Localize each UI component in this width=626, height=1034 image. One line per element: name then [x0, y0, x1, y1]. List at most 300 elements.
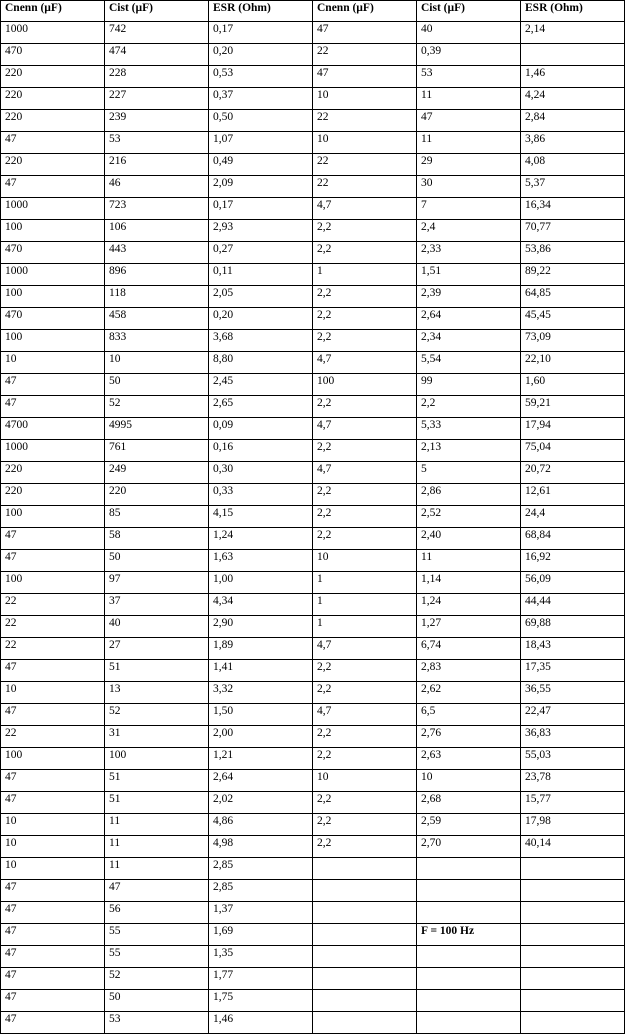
cell-esr-left: 0,27 — [209, 242, 313, 264]
cell-cist-right: 5,33 — [417, 418, 521, 440]
cell-cist-left: 742 — [105, 22, 209, 44]
cell-cist-right: 0,39 — [417, 44, 521, 66]
cell-cist-left: 51 — [105, 660, 209, 682]
cell-cist-left: 723 — [105, 198, 209, 220]
cell-cist-right: 2,2 — [417, 396, 521, 418]
cell-esr-left: 1,50 — [209, 704, 313, 726]
cell-esr-left: 2,64 — [209, 770, 313, 792]
cell-esr-left: 0,20 — [209, 44, 313, 66]
cell-esr-right — [521, 924, 625, 946]
cell-cist-right — [417, 990, 521, 1012]
cell-cist-right: 7 — [417, 198, 521, 220]
cell-cist-right: 1,51 — [417, 264, 521, 286]
cell-cnenn-left: 47 — [1, 792, 105, 814]
cell-cnenn-right — [313, 880, 417, 902]
cell-cnenn-left: 10 — [1, 352, 105, 374]
cell-cnenn-right: 4,7 — [313, 418, 417, 440]
cell-cist-left: 53 — [105, 132, 209, 154]
cell-cnenn-right: 1 — [313, 264, 417, 286]
cell-cist-left: 46 — [105, 176, 209, 198]
cell-cnenn-left: 220 — [1, 88, 105, 110]
table-row — [1, 308, 625, 330]
cell-esr-left: 0,17 — [209, 22, 313, 44]
cell-cist-right: 2,76 — [417, 726, 521, 748]
cell-cist-right: 1,27 — [417, 616, 521, 638]
cell-cist-right: 2,39 — [417, 286, 521, 308]
cell-cist-left: 51 — [105, 770, 209, 792]
cell-cnenn-left: 10 — [1, 858, 105, 880]
cell-cnenn-right: 4,7 — [313, 352, 417, 374]
cell-esr-right — [521, 858, 625, 880]
cell-esr-right: 55,03 — [521, 748, 625, 770]
cell-esr-left: 2,00 — [209, 726, 313, 748]
cell-esr-right: 4,08 — [521, 154, 625, 176]
cell-cnenn-left: 220 — [1, 110, 105, 132]
cell-cist-right: 2,83 — [417, 660, 521, 682]
cell-cist-right: 1,14 — [417, 572, 521, 594]
cell-cnenn-left: 10 — [1, 836, 105, 858]
cell-esr-right: 36,83 — [521, 726, 625, 748]
cell-cnenn-right: 4,7 — [313, 638, 417, 660]
table-row — [1, 154, 625, 176]
table-row — [1, 66, 625, 88]
table-row — [1, 176, 625, 198]
cell-esr-right: 22,10 — [521, 352, 625, 374]
cell-cist-left: 106 — [105, 220, 209, 242]
table-row — [1, 44, 625, 66]
cell-esr-left: 0,20 — [209, 308, 313, 330]
cell-esr-left: 1,37 — [209, 902, 313, 924]
cell-esr-right: 73,09 — [521, 330, 625, 352]
cell-cnenn-right: 47 — [313, 66, 417, 88]
table-row — [1, 396, 625, 418]
cell-cist-right: 2,59 — [417, 814, 521, 836]
cell-esr-right: 2,84 — [521, 110, 625, 132]
cell-cist-left: 10 — [105, 352, 209, 374]
cell-cist-left: 27 — [105, 638, 209, 660]
cell-esr-left: 1,35 — [209, 946, 313, 968]
cell-cist-left: 50 — [105, 374, 209, 396]
cell-esr-right: 4,24 — [521, 88, 625, 110]
cell-cnenn-right: 2,2 — [313, 440, 417, 462]
cell-esr-left: 2,09 — [209, 176, 313, 198]
cell-cnenn-right — [313, 858, 417, 880]
cell-esr-right: 23,78 — [521, 770, 625, 792]
cell-cist-left: 85 — [105, 506, 209, 528]
cell-cnenn-left: 47 — [1, 902, 105, 924]
cell-cnenn-left: 100 — [1, 572, 105, 594]
cell-cist-right: 6,5 — [417, 704, 521, 726]
cell-cnenn-left: 1000 — [1, 198, 105, 220]
table-row — [1, 792, 625, 814]
cell-cnenn-right: 22 — [313, 110, 417, 132]
cell-cist-right: 40 — [417, 22, 521, 44]
cell-cist-left: 443 — [105, 242, 209, 264]
cell-cist-left: 13 — [105, 682, 209, 704]
cell-cist-left: 52 — [105, 704, 209, 726]
table-row — [1, 528, 625, 550]
table-row — [1, 968, 625, 990]
cell-cnenn-left: 22 — [1, 726, 105, 748]
cell-cnenn-left: 100 — [1, 506, 105, 528]
cell-cist-right — [417, 880, 521, 902]
cell-cnenn-right: 22 — [313, 176, 417, 198]
cell-esr-right: 40,14 — [521, 836, 625, 858]
cell-cist-right: 2,62 — [417, 682, 521, 704]
cell-cist-left: 833 — [105, 330, 209, 352]
cell-esr-left: 1,75 — [209, 990, 313, 1012]
cell-cnenn-left: 47 — [1, 880, 105, 902]
cell-esr-left: 0,17 — [209, 198, 313, 220]
cell-esr-right: 70,77 — [521, 220, 625, 242]
cell-cnenn-right: 100 — [313, 374, 417, 396]
cell-esr-left: 1,77 — [209, 968, 313, 990]
table-row — [1, 22, 625, 44]
cell-cist-left: 53 — [105, 1012, 209, 1034]
cell-cnenn-right: 10 — [313, 132, 417, 154]
cell-cnenn-right — [313, 990, 417, 1012]
cell-esr-right: 12,61 — [521, 484, 625, 506]
cell-cnenn-right: 2,2 — [313, 682, 417, 704]
cell-cnenn-left: 22 — [1, 594, 105, 616]
cell-cist-right: 2,13 — [417, 440, 521, 462]
cell-esr-right: 1,46 — [521, 66, 625, 88]
cell-cnenn-right: 1 — [313, 616, 417, 638]
cell-esr-right — [521, 902, 625, 924]
table-row — [1, 924, 625, 946]
table-row — [1, 682, 625, 704]
cell-cist-left: 11 — [105, 836, 209, 858]
table-row — [1, 990, 625, 1012]
cell-esr-right: 1,60 — [521, 374, 625, 396]
cell-cist-right: 2,40 — [417, 528, 521, 550]
cell-cist-left: 50 — [105, 550, 209, 572]
cell-esr-left: 2,02 — [209, 792, 313, 814]
cell-esr-right: 17,94 — [521, 418, 625, 440]
cell-cist-right — [417, 1012, 521, 1034]
table-row — [1, 286, 625, 308]
cell-esr-right — [521, 880, 625, 902]
cell-esr-left: 1,21 — [209, 748, 313, 770]
cell-esr-right: 15,77 — [521, 792, 625, 814]
cell-cist-right: 5,54 — [417, 352, 521, 374]
cell-esr-left: 4,86 — [209, 814, 313, 836]
cell-esr-left: 0,16 — [209, 440, 313, 462]
cell-esr-right: 64,85 — [521, 286, 625, 308]
cell-esr-left: 0,49 — [209, 154, 313, 176]
table-row — [1, 264, 625, 286]
cell-esr-left: 0,11 — [209, 264, 313, 286]
cell-cist-right: F = 100 Hz — [417, 924, 521, 946]
table-row — [1, 726, 625, 748]
header-cist-right: Cist (µF) — [417, 1, 521, 22]
table-row — [1, 880, 625, 902]
cell-cnenn-left: 1000 — [1, 440, 105, 462]
cell-cist-right: 2,63 — [417, 748, 521, 770]
cell-esr-left: 1,41 — [209, 660, 313, 682]
cell-cnenn-left: 100 — [1, 330, 105, 352]
cell-cnenn-right: 2,2 — [313, 308, 417, 330]
cell-esr-left: 2,05 — [209, 286, 313, 308]
cell-esr-right: 45,45 — [521, 308, 625, 330]
table-row — [1, 638, 625, 660]
cell-esr-left: 2,45 — [209, 374, 313, 396]
cell-cist-left: 58 — [105, 528, 209, 550]
cell-esr-right: 20,72 — [521, 462, 625, 484]
cell-cnenn-left: 47 — [1, 550, 105, 572]
cell-esr-left: 1,89 — [209, 638, 313, 660]
cell-cnenn-left: 47 — [1, 660, 105, 682]
cell-cnenn-left: 47 — [1, 968, 105, 990]
table-row — [1, 132, 625, 154]
cell-cist-left: 216 — [105, 154, 209, 176]
cell-cist-right: 11 — [417, 88, 521, 110]
cell-esr-left: 3,32 — [209, 682, 313, 704]
cell-cist-left: 220 — [105, 484, 209, 506]
cell-cist-left: 51 — [105, 792, 209, 814]
cell-cist-right: 2,70 — [417, 836, 521, 858]
cell-cist-left: 118 — [105, 286, 209, 308]
cell-esr-left: 0,50 — [209, 110, 313, 132]
cell-cnenn-right: 10 — [313, 770, 417, 792]
cell-cnenn-left: 220 — [1, 462, 105, 484]
cell-esr-right: 24,4 — [521, 506, 625, 528]
cell-esr-right: 22,47 — [521, 704, 625, 726]
cell-cnenn-right: 10 — [313, 550, 417, 572]
cell-cnenn-right: 2,2 — [313, 220, 417, 242]
cell-cist-left: 97 — [105, 572, 209, 594]
cell-cist-left: 458 — [105, 308, 209, 330]
table-row — [1, 484, 625, 506]
table-row — [1, 440, 625, 462]
cell-cist-left: 47 — [105, 880, 209, 902]
table-row — [1, 858, 625, 880]
cell-cist-left: 11 — [105, 814, 209, 836]
cell-cnenn-left: 22 — [1, 616, 105, 638]
cell-esr-left: 8,80 — [209, 352, 313, 374]
cell-esr-right: 3,86 — [521, 132, 625, 154]
cell-esr-right — [521, 946, 625, 968]
cell-cist-left: 55 — [105, 924, 209, 946]
table-row — [1, 550, 625, 572]
cell-cist-left: 761 — [105, 440, 209, 462]
cell-esr-right: 16,92 — [521, 550, 625, 572]
cell-esr-left: 0,53 — [209, 66, 313, 88]
cell-esr-left: 1,63 — [209, 550, 313, 572]
cell-cnenn-left: 100 — [1, 286, 105, 308]
cell-esr-left: 1,07 — [209, 132, 313, 154]
header-cnenn-left: Cnenn (µF) — [1, 1, 105, 22]
cell-cist-left: 474 — [105, 44, 209, 66]
cell-cnenn-right: 22 — [313, 154, 417, 176]
cell-cnenn-left: 47 — [1, 924, 105, 946]
cell-cist-left: 55 — [105, 946, 209, 968]
cell-esr-right: 17,98 — [521, 814, 625, 836]
cell-cnenn-left: 10 — [1, 814, 105, 836]
cell-cnenn-left: 1000 — [1, 22, 105, 44]
cell-cnenn-left: 47 — [1, 374, 105, 396]
table-row — [1, 704, 625, 726]
cell-cist-right: 47 — [417, 110, 521, 132]
table-row — [1, 902, 625, 924]
cell-cnenn-right: 47 — [313, 22, 417, 44]
cell-esr-right — [521, 968, 625, 990]
cell-cnenn-right: 22 — [313, 44, 417, 66]
table-row — [1, 616, 625, 638]
cell-cist-left: 40 — [105, 616, 209, 638]
cell-cist-right — [417, 902, 521, 924]
cell-cist-left: 249 — [105, 462, 209, 484]
cell-esr-left: 1,24 — [209, 528, 313, 550]
cell-cist-right — [417, 858, 521, 880]
table-row — [1, 594, 625, 616]
cell-cist-right: 2,33 — [417, 242, 521, 264]
cell-cnenn-right — [313, 1012, 417, 1034]
cell-esr-right: 2,14 — [521, 22, 625, 44]
header-cnenn-right: Cnenn (µF) — [313, 1, 417, 22]
cell-esr-left: 0,37 — [209, 88, 313, 110]
cell-cnenn-left: 220 — [1, 66, 105, 88]
cell-cnenn-left: 47 — [1, 1012, 105, 1034]
cell-esr-left: 4,98 — [209, 836, 313, 858]
cell-cist-left: 50 — [105, 990, 209, 1012]
cell-cnenn-right: 2,2 — [313, 506, 417, 528]
cell-cnenn-right: 10 — [313, 88, 417, 110]
cell-esr-left: 4,15 — [209, 506, 313, 528]
cell-cnenn-right: 2,2 — [313, 660, 417, 682]
cell-esr-left: 2,85 — [209, 880, 313, 902]
cell-esr-right — [521, 990, 625, 1012]
cell-esr-left: 0,33 — [209, 484, 313, 506]
header-esr-left: ESR (Ohm) — [209, 1, 313, 22]
cell-esr-left: 0,30 — [209, 462, 313, 484]
cell-cnenn-left: 100 — [1, 220, 105, 242]
cell-esr-left: 2,93 — [209, 220, 313, 242]
table-row — [1, 198, 625, 220]
cell-cist-right: 11 — [417, 550, 521, 572]
cell-esr-left: 2,90 — [209, 616, 313, 638]
cell-cnenn-right: 1 — [313, 594, 417, 616]
cell-cist-right: 99 — [417, 374, 521, 396]
cell-cnenn-right — [313, 924, 417, 946]
cell-cist-right: 29 — [417, 154, 521, 176]
cell-esr-right: 18,43 — [521, 638, 625, 660]
cell-cist-right — [417, 968, 521, 990]
cell-esr-right: 16,34 — [521, 198, 625, 220]
cell-cnenn-left: 22 — [1, 638, 105, 660]
cell-cnenn-right: 2,2 — [313, 814, 417, 836]
table-row — [1, 88, 625, 110]
cell-cnenn-left: 470 — [1, 242, 105, 264]
cell-esr-left: 1,46 — [209, 1012, 313, 1034]
cell-esr-left: 2,85 — [209, 858, 313, 880]
cell-cnenn-left: 220 — [1, 154, 105, 176]
table-body — [1, 22, 625, 1034]
cell-cist-right: 2,86 — [417, 484, 521, 506]
cell-cnenn-right: 2,2 — [313, 286, 417, 308]
cell-cnenn-left: 1000 — [1, 264, 105, 286]
table-row — [1, 242, 625, 264]
cell-cnenn-right: 4,7 — [313, 198, 417, 220]
cell-cnenn-left: 47 — [1, 176, 105, 198]
cell-cnenn-right: 2,2 — [313, 726, 417, 748]
cell-cist-right: 2,34 — [417, 330, 521, 352]
cell-cist-left: 896 — [105, 264, 209, 286]
cell-cnenn-left: 47 — [1, 946, 105, 968]
cell-cnenn-left: 10 — [1, 682, 105, 704]
header-esr-right: ESR (Ohm) — [521, 1, 625, 22]
cell-cnenn-left: 470 — [1, 44, 105, 66]
cell-cnenn-right — [313, 902, 417, 924]
header-row — [1, 1, 625, 22]
cell-cist-left: 228 — [105, 66, 209, 88]
cell-cist-left: 31 — [105, 726, 209, 748]
cell-cist-right — [417, 946, 521, 968]
cell-esr-left: 1,00 — [209, 572, 313, 594]
table-row — [1, 946, 625, 968]
table-row — [1, 1012, 625, 1034]
cell-esr-right — [521, 44, 625, 66]
cell-cnenn-left: 47 — [1, 990, 105, 1012]
cell-cist-right: 5 — [417, 462, 521, 484]
cell-cnenn-left: 100 — [1, 748, 105, 770]
cell-esr-right: 53,86 — [521, 242, 625, 264]
cell-cnenn-left: 47 — [1, 528, 105, 550]
cell-cist-right: 2,64 — [417, 308, 521, 330]
cell-cist-right: 11 — [417, 132, 521, 154]
cell-cnenn-left: 4700 — [1, 418, 105, 440]
table-row — [1, 572, 625, 594]
cell-esr-left: 2,65 — [209, 396, 313, 418]
cell-cist-left: 52 — [105, 396, 209, 418]
cell-cnenn-right — [313, 946, 417, 968]
cell-esr-right: 75,04 — [521, 440, 625, 462]
cell-esr-right: 17,35 — [521, 660, 625, 682]
cell-esr-left: 0,09 — [209, 418, 313, 440]
table-row — [1, 506, 625, 528]
cell-cist-right: 2,4 — [417, 220, 521, 242]
cell-esr-right: 59,21 — [521, 396, 625, 418]
table-row — [1, 660, 625, 682]
cell-cnenn-right: 2,2 — [313, 528, 417, 550]
cell-cnenn-left: 47 — [1, 704, 105, 726]
cell-cnenn-left: 470 — [1, 308, 105, 330]
cell-cnenn-left: 47 — [1, 770, 105, 792]
cell-cist-right: 53 — [417, 66, 521, 88]
cell-cist-right: 2,68 — [417, 792, 521, 814]
cell-esr-right: 89,22 — [521, 264, 625, 286]
cell-cnenn-left: 220 — [1, 484, 105, 506]
cell-cnenn-right: 4,7 — [313, 704, 417, 726]
cell-esr-right: 56,09 — [521, 572, 625, 594]
cell-cist-left: 11 — [105, 858, 209, 880]
header-cist-left: Cist (µF) — [105, 1, 209, 22]
cell-cnenn-right: 2,2 — [313, 748, 417, 770]
cell-cnenn-right — [313, 968, 417, 990]
cell-cnenn-left: 47 — [1, 396, 105, 418]
cell-cist-right: 2,52 — [417, 506, 521, 528]
cell-esr-left: 3,68 — [209, 330, 313, 352]
cell-esr-right: 5,37 — [521, 176, 625, 198]
cell-cnenn-right: 2,2 — [313, 242, 417, 264]
cell-cist-left: 37 — [105, 594, 209, 616]
table-row — [1, 462, 625, 484]
cell-cist-left: 239 — [105, 110, 209, 132]
table-row — [1, 110, 625, 132]
cell-cist-left: 4995 — [105, 418, 209, 440]
cell-esr-right: 69,88 — [521, 616, 625, 638]
table-row — [1, 352, 625, 374]
